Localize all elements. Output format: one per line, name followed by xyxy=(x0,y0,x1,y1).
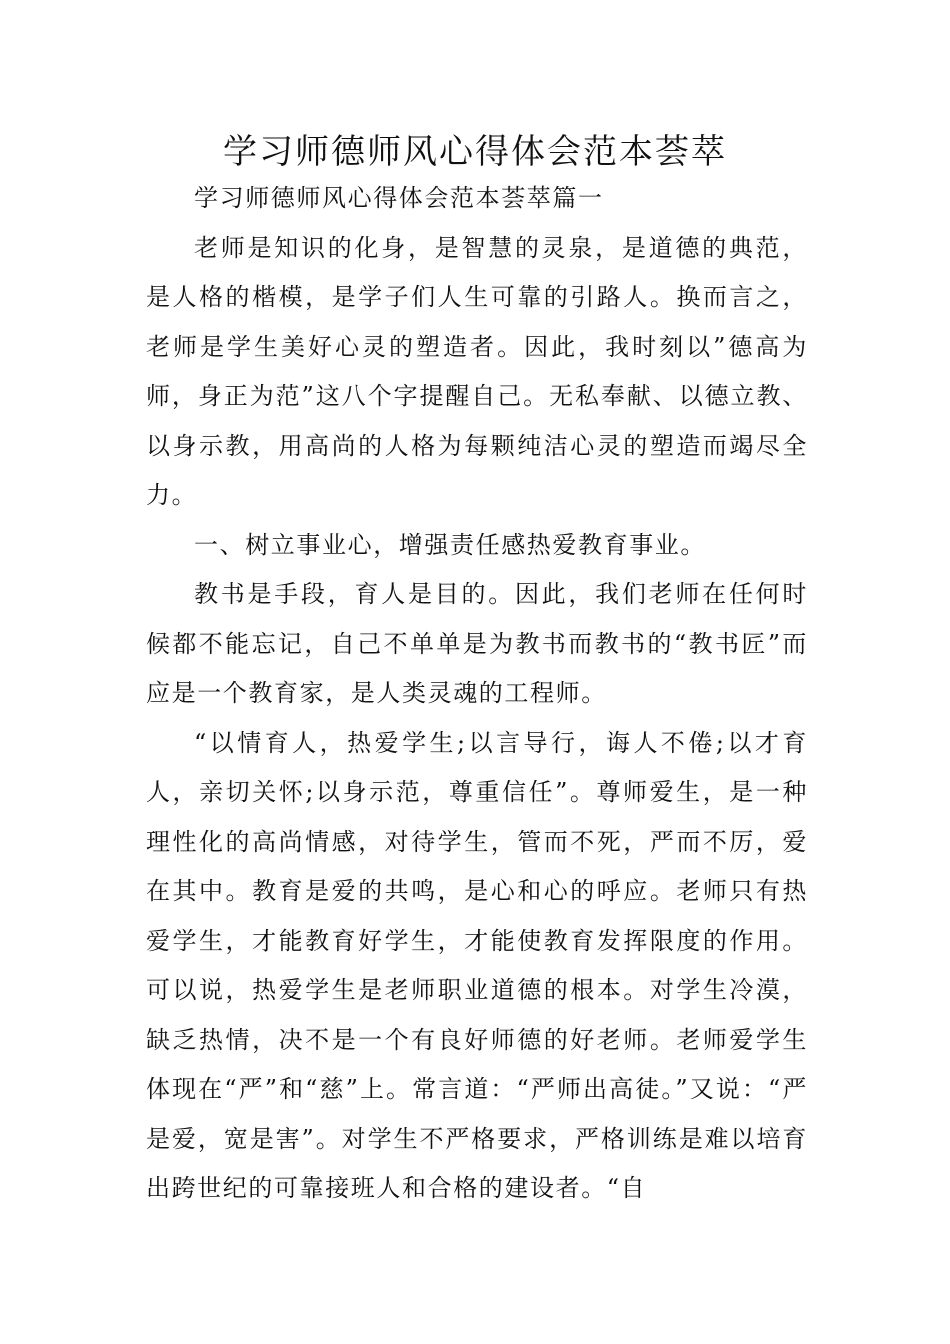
document-title: 学习师德师风心得体会范本荟萃 xyxy=(223,132,727,172)
body-paragraph: 教书是手段，育人是目的。因此，我们老师在任何时候都不能忘记，自己不单单是为教书而教书的“教书匠”而应是一个教育家，是人类灵魂的工程师。 xyxy=(146,580,808,707)
section-heading: 学习师德师风心得体会范本荟萃篇一 xyxy=(194,184,604,212)
subsection-heading: 一、树立事业心，增强责任感热爱教育事业。 xyxy=(194,530,706,559)
body-paragraph: 老师是知识的化身，是智慧的灵泉，是道德的典范，是人格的楷模，是学子们人生可靠的引路人。换而言之，老师是学生美好心灵的塑造者。因此，我时刻以”德高为师，身正为范”这八个字提醒自己。无私奉献、以德立教、以身示教，用高尚的人格为每颗纯洁心灵的塑造而竭尽全力。 xyxy=(146,233,808,509)
document-body xyxy=(146,174,808,1214)
body-paragraph: “以情育人，热爱学生;以言导行，诲人不倦;以才育人，亲切关怀;以身示范，尊重信任”。尊师爱生，是一种理性化的高尚情感，对待学生，管而不死，严而不厉，爱在其中。教育是爱的共鸣，是心和心的呼应。老师只有热爱学生，才能教育好学生，才能使教育发挥限度的作用。可以说，热爱学生是老师职业道德的根本。对学生冷漠，缺乏热情，决不是一个有良好师德的好老师。老师爱学生体现在“严”和“慈”上。常言道：“严师出高徒。”又说：“严是爱，宽是害”。对学生不严格要求，严格训练是难以培育出跨世纪的可靠接班人和合格的建设者。“自 xyxy=(146,728,808,1202)
